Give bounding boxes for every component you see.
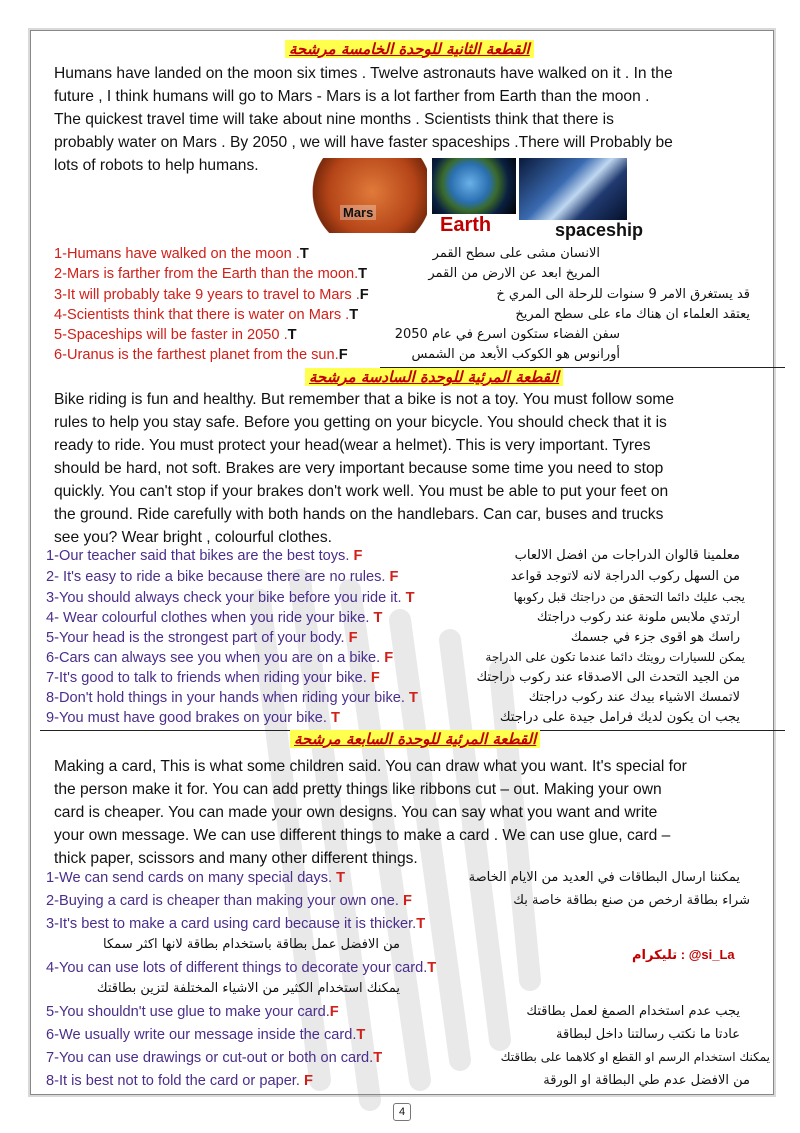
list-item: 1-We can send cards on many special days. T bbox=[46, 870, 346, 886]
arabic-translation: من السهل ركوب الدراجة لانه لاتوجد قواعد bbox=[510, 569, 740, 584]
answer-badge: F bbox=[384, 650, 394, 666]
spaceship-image bbox=[519, 158, 627, 220]
arabic-translation: من الافضل عدم طي البطاقة او الورقة bbox=[543, 1073, 750, 1088]
arabic-translation: الانسان مشى على سطح القمر bbox=[432, 246, 600, 261]
list-item: 2- It's easy to ride a bike because there are no rules. F bbox=[46, 569, 399, 585]
section2-paragraph-line: should be hard, not soft. Brakes are very important because some time you need to stop bbox=[54, 460, 664, 477]
section1-paragraph-line: probably water on Mars . By 2050 , we will have faster spaceships .There will Probably be bbox=[54, 134, 673, 151]
arabic-translation: يجب عليك دائما التحقق من دراجتك قبل ركوبها bbox=[513, 590, 745, 604]
list-item: 9-You must have good brakes on your bike. T bbox=[46, 710, 340, 726]
arabic-translation: يمكنك استخدام الكثير من الاشياء المختلفة لتزين بطاقتك bbox=[96, 981, 400, 996]
answer-badge: T bbox=[299, 246, 309, 262]
section1-paragraph-line: lots of robots to help humans. bbox=[54, 157, 259, 174]
answer-badge: F bbox=[348, 630, 358, 646]
earth-image bbox=[432, 158, 516, 214]
section1-paragraph-line: future , I think humans will go to Mars - Mars is a lot farther from Earth than the moon . bbox=[54, 88, 650, 105]
list-item: 1-Humans have walked on the moon .T bbox=[54, 246, 309, 262]
answer-badge: F bbox=[370, 670, 380, 686]
mars-caption: Mars bbox=[340, 205, 376, 220]
section2-paragraph-line: the ground. Ride carefully with both hands on the handlebars. Can car, buses and trucks bbox=[54, 506, 664, 523]
list-item: 4-Scientists think that there is water on Mars .T bbox=[54, 307, 359, 323]
list-item: 3-It's best to make a card using card because it is thicker.T bbox=[46, 916, 426, 932]
arabic-translation: المريخ ابعد عن الارض من القمر bbox=[428, 266, 600, 281]
arabic-translation: أورانوس هو الكوكب الأبعد من الشمس bbox=[411, 347, 620, 362]
arabic-translation: يمكن للسيارات رويتك دائما عندما تكون على الدراجة bbox=[485, 650, 745, 664]
arabic-translation: راسك هو اقوى جزء في جسمك bbox=[570, 630, 740, 645]
section2-paragraph-line: ready to ride. You must protect your head(wear a helmet). This is very important. Tyres bbox=[54, 437, 651, 454]
answer-badge: T bbox=[336, 870, 346, 886]
answer-badge: F bbox=[402, 893, 412, 909]
arabic-translation: يعتقد العلماء ان هناك ماء على سطح المريخ bbox=[515, 307, 750, 322]
answer-badge: F bbox=[338, 347, 348, 363]
arabic-translation: سفن الفضاء ستكون اسرع في عام 2050 bbox=[394, 327, 620, 342]
telegram-credit: تليكرام : @si_La bbox=[632, 947, 735, 962]
list-item: 1-Our teacher said that bikes are the best toys. F bbox=[46, 548, 363, 564]
list-item: 3-You should always check your bike before you ride it. T bbox=[46, 590, 415, 606]
answer-badge: T bbox=[287, 327, 297, 343]
arabic-translation: يمكنك استخدام الرسم او القطع او كلاهما على بطاقتك bbox=[500, 1050, 770, 1064]
arabic-translation: يمكننا ارسال البطاقات في العديد من الايام الخاصة bbox=[468, 870, 740, 885]
section3-paragraph-line: the person make it for. You can add pretty things like ribbons cut – out. Making your own bbox=[54, 781, 662, 798]
list-item: 3-It will probably take 9 years to travel to Mars .F bbox=[54, 287, 369, 303]
answer-badge: T bbox=[358, 266, 368, 282]
list-item: 7-It's good to talk to friends when riding your bike. F bbox=[46, 670, 380, 686]
section1-title: القطعة الثانية للوحدة الخامسة مرشحة bbox=[285, 40, 534, 58]
page-number: 4 bbox=[393, 1103, 411, 1121]
arabic-translation: لاتمسك الاشياء بيدك عند ركوب دراجتك bbox=[528, 690, 740, 705]
list-item: 8-Don't hold things in your hands when riding your bike. T bbox=[46, 690, 418, 706]
answer-badge: F bbox=[389, 569, 399, 585]
list-item: 5-Spaceships will be faster in 2050 .T bbox=[54, 327, 297, 343]
section2-paragraph bbox=[54, 388, 744, 549]
section3-title: القطعة المرئية للوحدة السابعة مرشحة bbox=[290, 730, 540, 748]
answer-badge: T bbox=[373, 1050, 383, 1066]
spaceship-caption: spaceship bbox=[555, 220, 644, 240]
section2-paragraph-line: rules to help you stay safe. Before you getting on your bicycle. You should check that it is bbox=[54, 414, 667, 431]
mars-image bbox=[305, 158, 427, 233]
arabic-translation: شراء بطاقة ارخص من صنع بطاقة خاصة بك bbox=[513, 893, 750, 908]
arabic-translation: قد يستغرق الامر 9 سنوات للرحلة الى المري خ bbox=[496, 287, 750, 302]
list-item: 4-You can use lots of different things to decorate your card.T bbox=[46, 960, 437, 976]
answer-badge: T bbox=[349, 307, 359, 323]
section3-paragraph-line: thick paper, scissors and many other different things. bbox=[54, 850, 418, 867]
answer-badge: F bbox=[359, 287, 369, 303]
section3-paragraph-line: card is cheaper. You can made your own designs. You can say what you want and write bbox=[54, 804, 658, 821]
answer-badge: T bbox=[427, 960, 437, 976]
section3-paragraph-line: your own message. We can use different things to make a card . We can use glue, card – bbox=[54, 827, 671, 844]
list-item: 6-Cars can always see you when you are on a bike. F bbox=[46, 650, 394, 666]
arabic-translation: ارتدي ملابس ملونة عند ركوب دراجتك bbox=[536, 610, 740, 625]
answer-badge: T bbox=[405, 590, 415, 606]
arabic-translation: يجب عدم استخدام الصمغ لعمل بطاقتك bbox=[526, 1004, 740, 1019]
list-item: 2-Mars is farther from the Earth than the moon.T bbox=[54, 266, 368, 282]
arabic-translation: من الافضل عمل بطاقة باستخدام بطاقة لانها اكثر سمكا bbox=[103, 937, 400, 952]
list-item: 7-You can use drawings or cut-out or both on card.T bbox=[46, 1050, 383, 1066]
answer-badge: T bbox=[416, 916, 426, 932]
section2-title: القطعة المرئية للوحدة السادسة مرشحة bbox=[305, 368, 563, 386]
answer-badge: T bbox=[356, 1027, 366, 1043]
section2-paragraph-line: quickly. You can't stop if your brakes don't work well. You must be able to put your feet on bbox=[54, 483, 669, 500]
section3-paragraph bbox=[54, 755, 744, 870]
answer-badge: F bbox=[329, 1004, 339, 1020]
section1-paragraph-line: The quickest travel time will take about nine months . Scientists think that there is bbox=[54, 111, 614, 128]
arabic-translation: عادتا ما نكتب رسالتنا داخل لبطاقة bbox=[555, 1027, 740, 1042]
section3-paragraph-line: Making a card, This is what some children said. You can draw what you want. It's special for bbox=[54, 758, 687, 775]
list-item: 8-It is best not to fold the card or paper. F bbox=[46, 1073, 313, 1089]
answer-badge: F bbox=[353, 548, 363, 564]
arabic-translation: يجب ان يكون لديك فرامل جيدة على دراجتك bbox=[499, 710, 740, 725]
answer-badge: T bbox=[331, 710, 340, 726]
list-item: 4- Wear colourful clothes when you ride your bike. T bbox=[46, 610, 383, 626]
list-item: 2-Buying a card is cheaper than making your own one. F bbox=[46, 893, 412, 909]
arabic-translation: من الجيد التحدث الى الاصدقاء عند ركوب دراجتك bbox=[476, 670, 740, 685]
section2-paragraph-line: Bike riding is fun and healthy. But remember that a bike is not a toy. You must follow some bbox=[54, 391, 675, 408]
list-item: 6-We usually write our message inside the card.T bbox=[46, 1027, 366, 1043]
answer-badge: F bbox=[303, 1073, 313, 1089]
answer-badge: T bbox=[373, 610, 383, 626]
section1-paragraph-line: Humans have landed on the moon six times . Twelve astronauts have walked on it . In the bbox=[54, 65, 673, 82]
earth-caption: Earth bbox=[440, 214, 492, 236]
arabic-translation: معلمينا قالوان الدراجات من افضل الالعاب bbox=[514, 548, 740, 563]
section2-paragraph-line: see you? Wear bright , colourful clothes. bbox=[54, 529, 332, 546]
list-item: 6-Uranus is the farthest planet from the sun.F bbox=[54, 347, 348, 363]
answer-badge: T bbox=[409, 690, 418, 706]
list-item: 5-Your head is the strongest part of your body. F bbox=[46, 630, 358, 646]
list-item: 5-You shouldn't use glue to make your card.F bbox=[46, 1004, 339, 1020]
